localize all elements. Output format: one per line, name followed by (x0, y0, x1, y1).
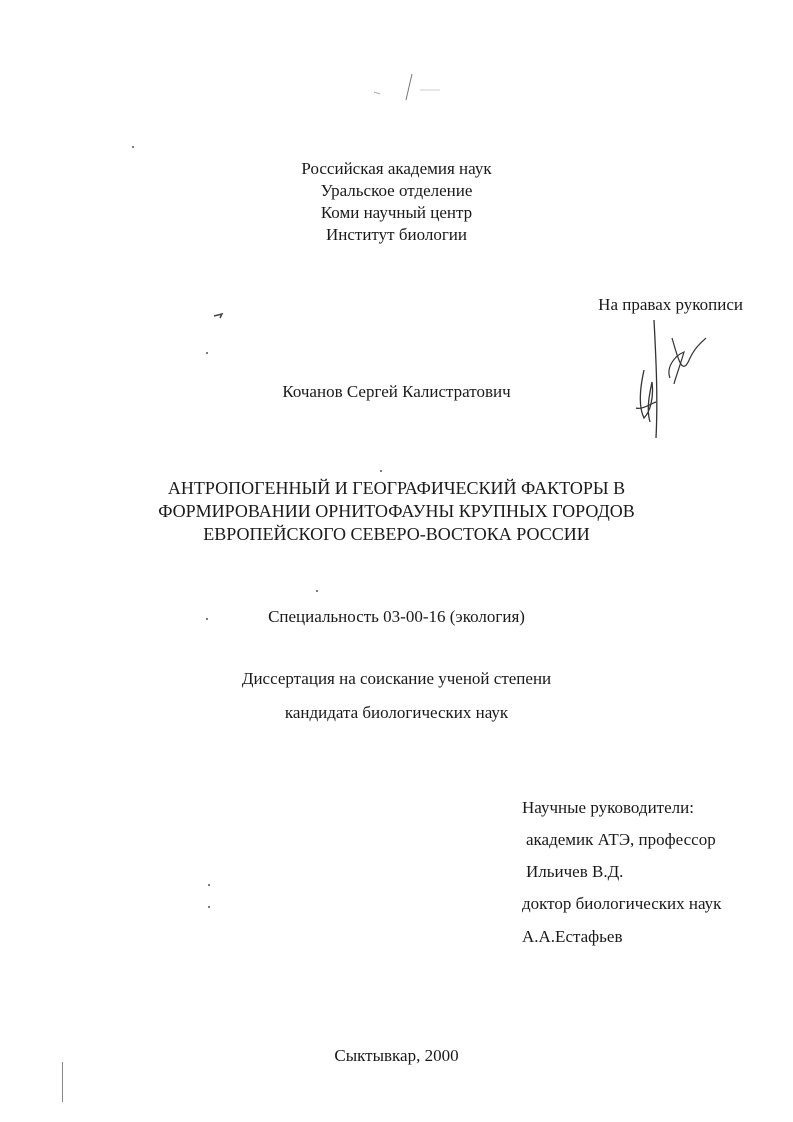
title-line-1: АНТРОПОГЕННЫЙ И ГЕОГРАФИЧЕСКИЙ ФАКТОРЫ В (167, 478, 626, 498)
advisor-line-3: доктор биологических наук (522, 894, 722, 913)
scan-marks-top (360, 70, 460, 110)
scan-speck (208, 884, 210, 886)
advisor-line-4: А.А.Естафьев (522, 927, 623, 946)
specialty: Специальность 03-00-16 (экология) (268, 607, 525, 626)
scan-margin-line (62, 1062, 63, 1102)
scan-speck (206, 618, 208, 620)
advisor-line-2: Ильичев В.Д. (526, 862, 624, 881)
author-name: Кочанов Сергей Калистратович (282, 382, 511, 401)
title-line-3: ЕВРОПЕЙСКОГО СЕВЕРО-ВОСТОКА РОССИИ (203, 524, 590, 544)
advisors-heading: Научные руководители: (522, 798, 694, 817)
scan-mark-left (210, 310, 230, 330)
header-line-branch: Уральское отделение (320, 181, 473, 200)
scan-speck (206, 352, 208, 354)
degree-line-1: Диссертация на соискание ученой степени (241, 669, 552, 688)
scan-speck (316, 590, 318, 592)
manuscript-note: На правах рукописи (598, 295, 743, 314)
advisor-line-1: академик АТЭ, профессор (526, 830, 716, 849)
degree-line-2: кандидата биологических наук (284, 703, 509, 722)
title-line-2: ФОРМИРОВАНИИ ОРНИТОФАУНЫ КРУПНЫХ ГОРОДОВ (158, 501, 635, 521)
scan-speck (380, 470, 382, 472)
scan-speck (132, 146, 134, 148)
header-line-center: Коми научный центр (320, 203, 473, 222)
scan-speck (208, 906, 210, 908)
header-line-institute: Институт биологии (325, 225, 467, 244)
header-line-academy: Российская академия наук (301, 159, 492, 178)
place-year: Сыктывкар, 2000 (334, 1046, 459, 1065)
